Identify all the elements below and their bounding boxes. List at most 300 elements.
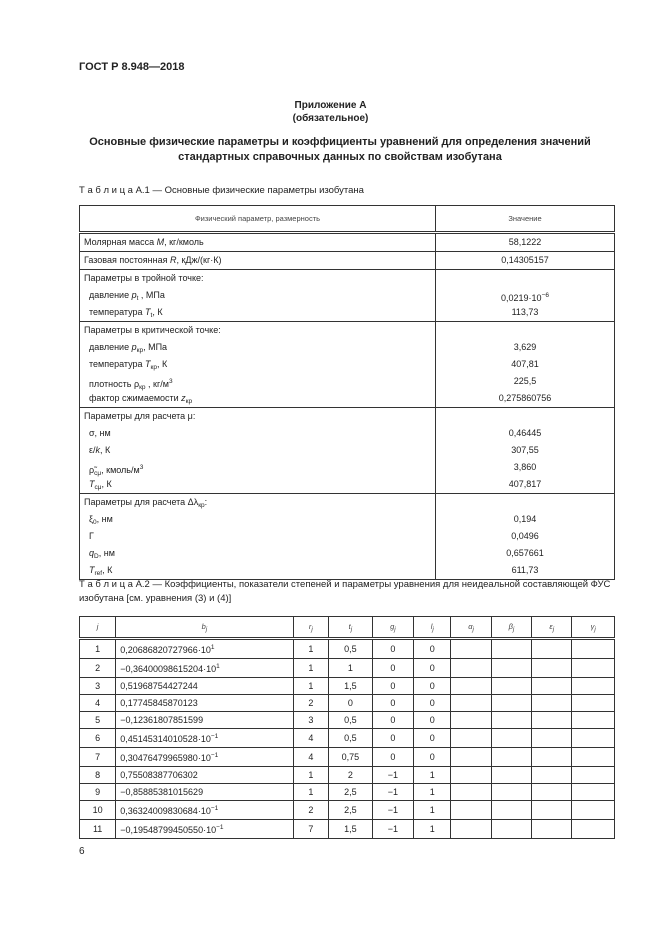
parameter-cell: [80, 233, 436, 252]
cell-alpha-empty: [451, 820, 491, 839]
value-cell: [436, 270, 615, 322]
cell-alpha-empty: [451, 729, 491, 748]
cell-j: 8: [80, 767, 116, 784]
label-unit: :: [204, 497, 208, 507]
parameter-label: [84, 476, 431, 493]
parameter-cell: [80, 322, 436, 408]
parameter-value: [440, 476, 610, 493]
cell-r: 7: [293, 820, 329, 839]
label-unit: , нм: [98, 548, 115, 558]
column-header-value: Значение: [436, 206, 615, 233]
cell-gamma-empty: [572, 748, 615, 767]
column-header-0: [80, 617, 116, 639]
cell-gamma-empty: [572, 767, 615, 784]
cell-gamma-empty: [572, 729, 615, 748]
label-text: σ, нм: [89, 428, 111, 438]
value-cell: [436, 252, 615, 270]
cell-r: 4: [293, 729, 329, 748]
column-header-5: [414, 617, 451, 639]
label-unit: , кДж/(кг·К): [176, 255, 222, 265]
cell-beta-empty: [491, 784, 531, 801]
coefficient-mantissa: 0,17745845870123: [120, 698, 198, 708]
cell-beta-empty: [491, 748, 531, 767]
column-header-9: [572, 617, 615, 639]
cell-epsilon-empty: [532, 767, 572, 784]
header-symbol: ε: [549, 621, 553, 631]
table-row: [80, 712, 615, 729]
label-unit: , МПа: [138, 290, 165, 300]
label-text: давление: [89, 342, 132, 352]
label-variable: T: [145, 307, 151, 317]
parameter-label: [84, 528, 431, 545]
coefficient-mantissa: 0,30476479965980·10: [120, 753, 211, 763]
parameter-label: [84, 304, 431, 321]
physical-parameters-table: [79, 205, 615, 580]
cell-alpha-empty: [451, 748, 491, 767]
table-row: [80, 695, 615, 712]
column-header-3: [329, 617, 372, 639]
parameter-value: [440, 494, 610, 511]
header-subscript: j: [512, 625, 515, 633]
label-text: Газовая постоянная: [84, 255, 170, 265]
cell-l: 0: [414, 695, 451, 712]
table-row: [80, 820, 615, 839]
parameter-group-row: [80, 322, 615, 408]
header-symbol: j: [96, 621, 99, 631]
value-text: 0,275860756: [498, 393, 552, 403]
parameter-label: [84, 425, 431, 442]
parameter-cell: [80, 252, 436, 270]
label-text: фактор сжимаемости: [89, 393, 182, 403]
label-text: ε/: [89, 445, 96, 455]
label-unit-exponent: 3: [139, 464, 144, 471]
parameter-label: [84, 252, 431, 269]
cell-alpha-empty: [451, 712, 491, 729]
cell-g: −1: [372, 801, 414, 820]
label-variable: T: [145, 359, 151, 369]
parameter-value: [440, 304, 610, 321]
value-cell: [436, 408, 615, 494]
column-header-parameter: Физический параметр, размерность: [80, 206, 436, 233]
cell-beta-empty: [491, 678, 531, 695]
cell-r: 2: [293, 695, 329, 712]
cell-epsilon-empty: [532, 712, 572, 729]
cell-r: 1: [293, 639, 329, 659]
header-subscript: j: [205, 625, 208, 633]
parameter-label: [84, 442, 431, 459]
parameter-label: [84, 459, 431, 476]
cell-gamma-empty: [572, 659, 615, 678]
header-subscript: j: [394, 625, 396, 633]
parameter-value: [440, 425, 610, 442]
cell-g: −1: [372, 767, 414, 784]
header-subscript: j: [472, 625, 474, 633]
value-text: 611,73: [511, 565, 539, 575]
parameter-cell: [80, 408, 436, 494]
cell-b: [116, 659, 293, 678]
cell-g: 0: [372, 729, 414, 748]
header-symbol: γ: [590, 621, 595, 631]
cell-l: 0: [414, 639, 451, 659]
label-text: Г: [89, 531, 94, 541]
cell-alpha-empty: [451, 678, 491, 695]
parameter-group-row: [80, 270, 615, 322]
coefficient-mantissa: 0,45145314010528·10: [120, 734, 211, 744]
parameter-label: [84, 270, 431, 287]
cell-r: 1: [293, 659, 329, 678]
header-symbol: β: [508, 621, 513, 631]
parameter-value: [440, 408, 610, 425]
label-text: Параметры для расчета μ:: [84, 411, 196, 421]
cell-b: [116, 639, 293, 659]
cell-t: 1,5: [329, 820, 372, 839]
header-symbol: r: [308, 621, 312, 631]
header-symbol: t: [348, 621, 351, 631]
parameter-cell: [80, 270, 436, 322]
label-text: ρ̃: [89, 465, 95, 475]
value-cell: [436, 322, 615, 408]
label-unit-exponent: 3: [168, 378, 173, 385]
cell-r: 1: [293, 678, 329, 695]
cell-g: 0: [372, 748, 414, 767]
document-code: ГОСТ Р 8.948—2018: [79, 61, 185, 73]
label-unit: , К: [152, 307, 163, 317]
value-text: 0,0496: [511, 531, 539, 541]
parameter-label: [84, 562, 431, 579]
label-text: Параметры в тройной точке:: [84, 273, 204, 283]
cell-t: 0,5: [329, 729, 372, 748]
appendix-heading: [0, 99, 661, 125]
parameter-value: [440, 545, 610, 562]
parameter-value: [440, 528, 610, 545]
label-subscript: D: [94, 553, 99, 560]
value-text: 3,860: [513, 462, 537, 472]
parameter-value: [440, 270, 610, 287]
cell-j: 2: [80, 659, 116, 678]
cell-l: 0: [414, 712, 451, 729]
cell-b: [116, 729, 293, 748]
label-text: Параметры в критической точке:: [84, 325, 221, 335]
cell-beta-empty: [491, 767, 531, 784]
value-cell: [436, 494, 615, 580]
cell-alpha-empty: [451, 767, 491, 784]
cell-b: [116, 678, 293, 695]
cell-epsilon-empty: [532, 729, 572, 748]
table2-caption: Т а б л и ц а А.2 — Коэффициенты, показатели степеней и параметры уравнения для неидеальной составляющей ФУС изобутана [см. уравнения (3) и (4)]: [79, 579, 611, 604]
cell-epsilon-empty: [532, 820, 572, 839]
cell-alpha-empty: [451, 639, 491, 659]
label-text: ξ: [89, 514, 94, 524]
header-symbol: l: [430, 621, 433, 631]
cell-r: 2: [293, 801, 329, 820]
label-text: температура: [89, 307, 146, 317]
coefficient-exponent: 1: [210, 644, 215, 651]
label-text: давление: [89, 290, 132, 300]
value-exponent: −6: [541, 292, 549, 299]
header-symbol: b: [201, 621, 206, 631]
cell-g: −1: [372, 820, 414, 839]
cell-t: 0,5: [329, 639, 372, 659]
label-variable: M: [156, 237, 165, 247]
cell-gamma-empty: [572, 639, 615, 659]
column-header-7: [491, 617, 531, 639]
label-variable: z: [181, 393, 186, 403]
parameter-group-row: [80, 408, 615, 494]
coefficient-mantissa: −0,36400098615204·10: [120, 664, 217, 674]
label-subscript: cμ: [94, 470, 102, 477]
coefficient-mantissa: −0,19548799450550·10: [120, 825, 217, 835]
cell-alpha-empty: [451, 784, 491, 801]
table-row: [80, 784, 615, 801]
header-subscript: j: [350, 625, 353, 633]
cell-b: [116, 748, 293, 767]
header-subscript: j: [311, 625, 313, 633]
cell-epsilon-empty: [532, 695, 572, 712]
parameter-label: [84, 545, 431, 562]
column-header-6: [451, 617, 491, 639]
cell-t: 0: [329, 695, 372, 712]
parameter-label: [84, 511, 431, 528]
cell-g: 0: [372, 678, 414, 695]
parameter-group-row: [80, 494, 615, 580]
label-subscript: 0: [93, 519, 97, 526]
cell-l: 1: [414, 801, 451, 820]
label-subscript: t: [150, 312, 153, 319]
label-variable: p: [131, 342, 137, 352]
cell-r: 4: [293, 748, 329, 767]
cell-t: 2,5: [329, 784, 372, 801]
header-subscript: j: [552, 625, 555, 633]
cell-j: 6: [80, 729, 116, 748]
parameter-value: [440, 373, 610, 390]
label-variable: p: [131, 290, 137, 300]
table-row: [80, 659, 615, 678]
cell-g: 0: [372, 712, 414, 729]
table-row: [80, 801, 615, 820]
cell-epsilon-empty: [532, 748, 572, 767]
coefficient-mantissa: −0,85885381015629: [120, 787, 204, 797]
parameter-label: [84, 373, 431, 390]
cell-gamma-empty: [572, 678, 615, 695]
parameter-group-row: [80, 233, 615, 252]
cell-l: 0: [414, 729, 451, 748]
cell-t: 2,5: [329, 801, 372, 820]
cell-l: 1: [414, 784, 451, 801]
label-variable: R: [169, 255, 177, 265]
value-text: 225,5: [513, 376, 537, 386]
column-header-4: [372, 617, 414, 639]
label-subscript: кр: [139, 384, 146, 391]
cell-beta-empty: [491, 729, 531, 748]
label-variable: T: [89, 479, 95, 489]
header-symbol: g: [390, 621, 395, 631]
cell-epsilon-empty: [532, 801, 572, 820]
value-text: 113,73: [511, 307, 539, 317]
cell-epsilon-empty: [532, 639, 572, 659]
value-text: 0,0219·10: [501, 293, 542, 303]
cell-epsilon-empty: [532, 659, 572, 678]
parameter-value: [440, 322, 610, 339]
cell-r: 1: [293, 767, 329, 784]
parameter-label: [84, 390, 431, 407]
table-row: [80, 767, 615, 784]
parameter-cell: [80, 494, 436, 580]
value-text: 0,14305157: [501, 255, 549, 265]
cell-t: 0,5: [329, 712, 372, 729]
cell-j: 7: [80, 748, 116, 767]
coefficient-exponent: −1: [210, 805, 219, 812]
cell-r: 3: [293, 712, 329, 729]
parameter-value: [440, 356, 610, 373]
label-subscript: кр: [185, 398, 193, 405]
cell-t: 2: [329, 767, 372, 784]
parameter-label: [84, 339, 431, 356]
cell-l: 0: [414, 659, 451, 678]
label-subscript: ref: [94, 570, 103, 577]
header-subscript: j: [432, 625, 434, 633]
cell-beta-empty: [491, 820, 531, 839]
label-subscript: кр: [136, 347, 144, 354]
parameter-label: [84, 322, 431, 339]
label-subscript: кр: [150, 364, 158, 371]
parameter-value: [440, 287, 610, 304]
label-text: Молярная масса: [84, 237, 157, 247]
label-text: Параметры для расчета Δλ: [84, 497, 199, 507]
cell-l: 1: [414, 767, 451, 784]
label-unit: , кг/кмоль: [164, 237, 204, 247]
header-subscript: j: [594, 625, 596, 633]
cell-j: 11: [80, 820, 116, 839]
cell-gamma-empty: [572, 712, 615, 729]
parameter-value: [440, 252, 610, 269]
cell-l: 1: [414, 820, 451, 839]
value-text: 407,817: [508, 479, 542, 489]
cell-r: 1: [293, 784, 329, 801]
label-unit: , К: [101, 479, 112, 489]
label-unit: , кмоль/м: [101, 465, 140, 475]
cell-t: 1: [329, 659, 372, 678]
cell-beta-empty: [491, 659, 531, 678]
label-unit: , К: [100, 445, 111, 455]
cell-l: 0: [414, 748, 451, 767]
column-header-2: [293, 617, 329, 639]
coefficient-mantissa: 0,20686820727966·10: [120, 645, 211, 655]
parameter-value: [440, 390, 610, 407]
parameter-value: [440, 442, 610, 459]
value-text: 407,81: [511, 359, 539, 369]
cell-b: [116, 801, 293, 820]
section-title-line: Основные физические параметры и коэффициенты уравнений для определения значений: [89, 136, 591, 148]
parameter-label: [84, 287, 431, 304]
cell-g: 0: [372, 639, 414, 659]
parameter-label: [84, 234, 431, 251]
label-unit: , К: [157, 359, 168, 369]
label-unit: , МПа: [143, 342, 168, 352]
header-symbol: α: [468, 621, 473, 631]
column-header-1: [116, 617, 293, 639]
cell-g: 0: [372, 659, 414, 678]
table-row: [80, 748, 615, 767]
cell-alpha-empty: [451, 801, 491, 820]
appendix-title: Приложение А: [294, 100, 367, 111]
label-unit: , К: [102, 565, 113, 575]
table1-caption: Т а б л и ц а А.1 — Основные физические параметры изобутана: [79, 185, 364, 196]
label-subscript: t: [136, 295, 139, 302]
coefficient-mantissa: 0,75508387706302: [120, 770, 198, 780]
parameter-label: [84, 494, 431, 511]
cell-b: [116, 695, 293, 712]
parameter-label: [84, 408, 431, 425]
value-text: 0,194: [513, 514, 537, 524]
appendix-status: (обязательное): [292, 113, 369, 124]
column-header-8: [532, 617, 572, 639]
label-subscript: cμ: [94, 484, 102, 491]
cell-alpha-empty: [451, 659, 491, 678]
parameter-value: [440, 459, 610, 476]
cell-epsilon-empty: [532, 784, 572, 801]
value-text: 307,55: [511, 445, 539, 455]
cell-j: 9: [80, 784, 116, 801]
cell-beta-empty: [491, 695, 531, 712]
table-row: [80, 639, 615, 659]
value-text: 0,46445: [508, 428, 542, 438]
section-title: [60, 135, 620, 165]
parameter-label: [84, 356, 431, 373]
label-text: температура: [89, 359, 146, 369]
coefficient-exponent: −1: [210, 752, 219, 759]
cell-b: [116, 767, 293, 784]
cell-b: [116, 712, 293, 729]
label-text: плотность ρ: [89, 379, 140, 389]
cell-j: 10: [80, 801, 116, 820]
cell-l: 0: [414, 678, 451, 695]
cell-gamma-empty: [572, 801, 615, 820]
coefficient-exponent: −1: [216, 824, 224, 831]
label-unit: , нм: [96, 514, 113, 524]
coefficients-table: [79, 616, 615, 839]
cell-t: 1,5: [329, 678, 372, 695]
parameter-value: [440, 339, 610, 356]
value-text: 0,657661: [506, 548, 544, 558]
parameter-value: [440, 562, 610, 579]
cell-g: −1: [372, 784, 414, 801]
cell-beta-empty: [491, 639, 531, 659]
coefficient-exponent: −1: [210, 733, 219, 740]
value-cell: [436, 233, 615, 252]
page-number: 6: [79, 846, 85, 857]
cell-alpha-empty: [451, 695, 491, 712]
label-variable: k: [95, 445, 101, 455]
cell-g: 0: [372, 695, 414, 712]
cell-j: 1: [80, 639, 116, 659]
label-subscript: кр: [198, 502, 205, 509]
cell-t: 0,75: [329, 748, 372, 767]
cell-epsilon-empty: [532, 678, 572, 695]
cell-j: 5: [80, 712, 116, 729]
cell-j: 3: [80, 678, 116, 695]
coefficient-mantissa: 0,36324009830684·10: [120, 806, 211, 816]
cell-gamma-empty: [572, 784, 615, 801]
parameter-value: [440, 234, 610, 251]
cell-beta-empty: [491, 712, 531, 729]
cell-b: [116, 784, 293, 801]
cell-beta-empty: [491, 801, 531, 820]
label-variable: T: [89, 565, 95, 575]
cell-gamma-empty: [572, 695, 615, 712]
coefficient-mantissa: −0,12361807851599: [120, 715, 204, 725]
table-row: [80, 678, 615, 695]
label-variable: q: [89, 548, 95, 558]
